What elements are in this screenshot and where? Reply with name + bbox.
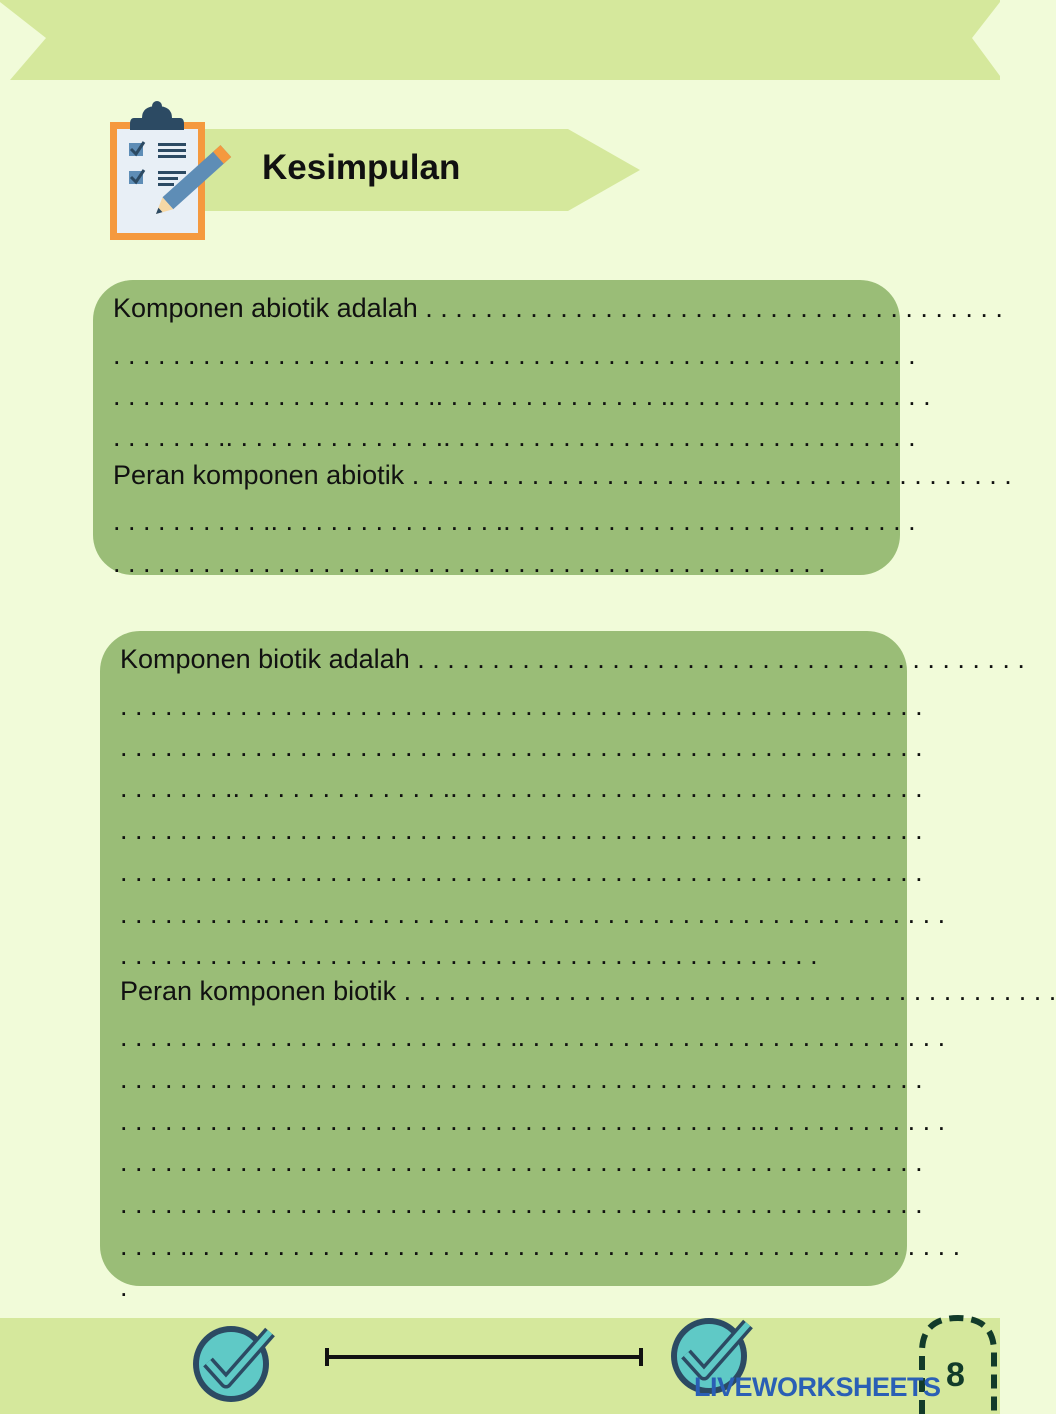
page-title: Kesimpulan bbox=[262, 148, 461, 187]
top-banner bbox=[0, 0, 1000, 80]
answer-line bbox=[120, 732, 923, 762]
dotted-blank[interactable]: . . . . . . . . . . . . . . . . . . . . . . . . . . .. . . . . . . . . . . . . . . . . . . . . . . . . . . . . bbox=[120, 1022, 946, 1052]
dotted-blank[interactable]: . . . . . . . . . .. . . . . . . . . . . . . . . . . . . . . . . . . . . . . . . . . . . . . . . . . . . . . . bbox=[120, 899, 946, 929]
answer-line bbox=[120, 940, 907, 970]
dotted-blank[interactable]: . . . . . . . . . . . . . . . . . . . . . . . . . . . . . . . . . . . . . . . . . . . . . . . . . . . . . . bbox=[120, 1064, 923, 1094]
page-number: 8 bbox=[946, 1356, 965, 1394]
dotted-blank[interactable]: . . . . . . . . . . . . . . . . . . . . . . . . . . . . . . . . . . . . . . . . . . . . . . . . . . . . . . bbox=[120, 1189, 923, 1219]
dotted-blank[interactable]: . . . . . . . . . . . . . . . . . . . . .. . . . . . . . . . . . . . . . . . . . bbox=[404, 460, 1012, 490]
answer-line bbox=[113, 460, 1012, 490]
dotted-blank[interactable]: . . . . . . . . . . . . . . . . . . . . . . . . . . . . . . . . . . . . . . . . . . . . . . . . . . . . . . bbox=[120, 815, 923, 845]
dotted-blank[interactable]: . . . . . . . .. . . . . . . . . . . . . . .. . . . . . . . . . . . . . . . . . . . . . . . . . . . . . . . bbox=[120, 773, 923, 803]
answer-line bbox=[120, 1147, 923, 1177]
dotted-blank[interactable]: . . . . . . . . . . . . . . . . . . . . . . . . . . . . . . . . . . . . . . . . . . . . . . . . . . . . . . bbox=[120, 857, 923, 887]
prompt-label: Peran komponen abiotik bbox=[113, 460, 405, 490]
dotted-blank[interactable]: . . . . . . . . . . . . . . . . . . . . . . . . . . . . . . . . . . . . . . . . . . . . . . . . . . . . . . bbox=[120, 691, 923, 721]
answer-line bbox=[120, 899, 946, 929]
check-badge-icon bbox=[188, 1322, 278, 1404]
dotted-blank[interactable]: . . . . . . . . . . . . . . . . . . . . . . . . . . . . . . . . . . . . . . . . . bbox=[409, 644, 1025, 674]
watermark: LIVEWORKSHEETS bbox=[694, 1372, 941, 1402]
answer-line bbox=[120, 976, 1056, 1006]
prompt-label: Peran komponen biotik bbox=[120, 976, 397, 1006]
dotted-blank[interactable]: . . . . . . . . . . .. . . . . . . . . . . . . . . .. . . . . . . . . . . . . . . . . . . . . . . . . . . . bbox=[113, 506, 916, 536]
dotted-blank[interactable]: . . . . . . . . . . . . . . . . . . . . . . . . . . . . . . . . . . . . . . . . . . . . bbox=[396, 976, 1056, 1006]
answer-line bbox=[120, 1189, 923, 1219]
biotik-answer-box bbox=[100, 631, 1056, 1286]
answer-line bbox=[120, 691, 923, 721]
answer-line bbox=[120, 857, 923, 887]
dotted-blank[interactable]: . . . . . . . . . . . . . . . . . . . . . . . . . . . . . . . . . . . . . . . . . . . . . . . . bbox=[113, 548, 826, 578]
answer-line bbox=[120, 1106, 946, 1136]
answer-line bbox=[113, 548, 900, 578]
answer-line bbox=[113, 422, 916, 452]
divider-line bbox=[322, 1344, 648, 1370]
dotted-blank[interactable]: . . . . . . . . . . . . . . . . . . . . . . . . . . . . . . . . . . . . . . . bbox=[417, 293, 1003, 323]
answer-line bbox=[120, 1022, 946, 1052]
dotted-blank[interactable]: . . . . .. . . . . . . . . . . . . . . . . . . . . . . . . . . . . . . . . . . . . . . . . . . . . . . . . . . . bbox=[120, 1231, 961, 1261]
answer-line bbox=[120, 815, 923, 845]
dotted-blank[interactable]: . . . . . . . . . . . . . . . . . . . . . . . . . . . . . . . . . . . . . . . . . . . . . . . . . . . . . . bbox=[113, 340, 916, 370]
answer-line bbox=[113, 381, 931, 411]
answer-line bbox=[120, 1064, 923, 1094]
dotted-blank[interactable]: . . . . . . . .. . . . . . . . . . . . . . .. . . . . . . . . . . . . . . . . . . . . . . . . . . . . . . . bbox=[113, 422, 916, 452]
clipboard-checklist-icon bbox=[110, 101, 205, 240]
dotted-blank[interactable]: . . . . . . . . . . . . . . . . . . . . . .. . . . . . . . . . . . . . . .. . . . . . . . . . . . . . . . . . bbox=[113, 381, 931, 411]
answer-line bbox=[113, 506, 916, 536]
stray-dot: . bbox=[120, 1272, 128, 1302]
prompt-label: Komponen abiotik adalah bbox=[113, 293, 418, 323]
answer-line bbox=[113, 340, 916, 370]
dotted-blank[interactable]: . . . . . . . . . . . . . . . . . . . . . . . . . . . . . . . . . . . . . . . . . . .. . . . . . . . . . . . . bbox=[120, 1106, 946, 1136]
abiotik-answer-box bbox=[93, 280, 1012, 578]
answer-line bbox=[120, 644, 1025, 674]
answer-line bbox=[120, 773, 923, 803]
prompt-label: Komponen biotik adalah bbox=[120, 644, 410, 674]
answer-line bbox=[113, 293, 1003, 323]
dotted-blank[interactable]: . . . . . . . . . . . . . . . . . . . . . . . . . . . . . . . . . . . . . . . . . . . . . . . bbox=[120, 940, 818, 970]
dotted-blank[interactable]: . . . . . . . . . . . . . . . . . . . . . . . . . . . . . . . . . . . . . . . . . . . . . . . . . . . . . . bbox=[120, 732, 923, 762]
answer-line bbox=[120, 1231, 961, 1261]
dotted-blank[interactable]: . . . . . . . . . . . . . . . . . . . . . . . . . . . . . . . . . . . . . . . . . . . . . . . . . . . . . . bbox=[120, 1147, 923, 1177]
